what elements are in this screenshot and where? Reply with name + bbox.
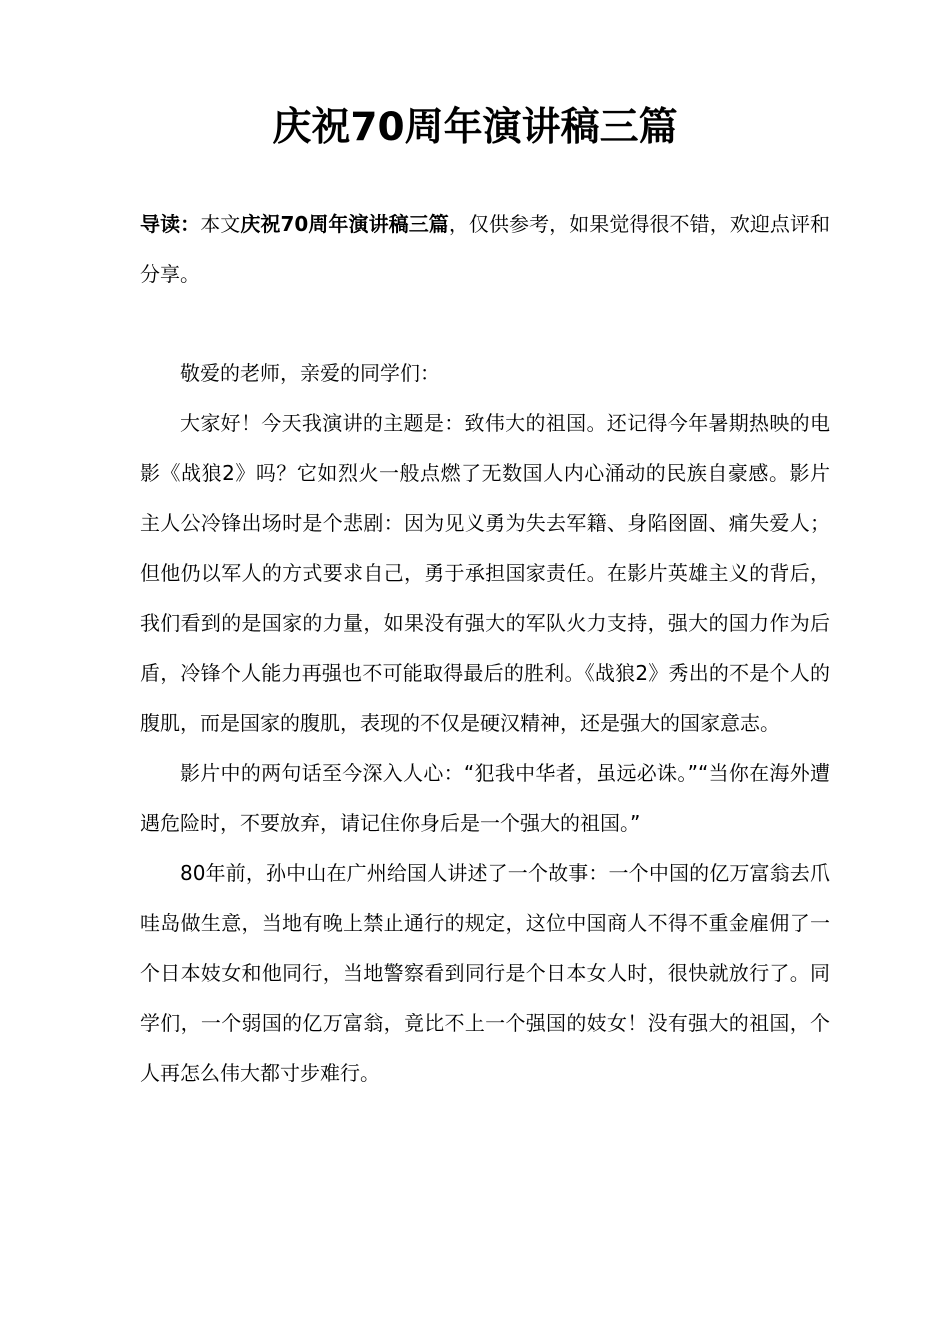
document-title: 庆祝70周年演讲稿三篇: [272, 105, 678, 150]
speech-body: [140, 348, 830, 1098]
greeting-paragraph: 敬爱的老师，亲爱的同学们：: [180, 361, 440, 385]
intro-paragraph: [140, 199, 830, 299]
intro-prefix: 本文: [200, 212, 241, 236]
body-paragraph: 大家好！今天我演讲的主题是：致伟大的祖国。还记得今年暑期热映的电影《战狼2》吗？它如烈火一般点燃了无数国人内心涌动的民族自豪感。影片主人公冷锋出场时是个悲剧：因为见义勇为失去军籍、身陷囹圄、痛失爱人；但他仍以军人的方式要求自己，勇于承担国家责任。在影片英雄主义的背后，我们看到的是国家的力量，如果没有强大的军队火力支持，强大的国力作为后盾，冷锋个人能力再强也不可能取得最后的胜利。《战狼2》秀出的不是个人的腹肌，而是国家的腹肌，表现的不仅是硬汉精神，还是强大的国家意志。: [140, 411, 830, 735]
body-paragraph: 80年前，孙中山在广州给国人讲述了一个故事：一个中国的亿万富翁去爪哇岛做生意，当地有晚上禁止通行的规定，这位中国商人不得不重金雇佣了一个日本妓女和他同行，当地警察看到同行是个日本女人时，很快就放行了。同学们，一个弱国的亿万富翁，竟比不上一个强国的妓女！没有强大的祖国，个人再怎么伟大都寸步难行。: [140, 861, 830, 1085]
intro-suffix: ，仅供参考，如果觉得很不错，欢迎点评和分享。: [140, 212, 831, 286]
body-paragraph: 影片中的两句话至今深入人心：“犯我中华者，虽远必诛。”“当你在海外遭遇危险时，不要放弃，请记住你身后是一个强大的祖国。”: [140, 761, 830, 835]
intro-highlight: 庆祝70周年演讲稿三篇: [240, 212, 449, 236]
intro-label: 导读：: [140, 212, 201, 236]
